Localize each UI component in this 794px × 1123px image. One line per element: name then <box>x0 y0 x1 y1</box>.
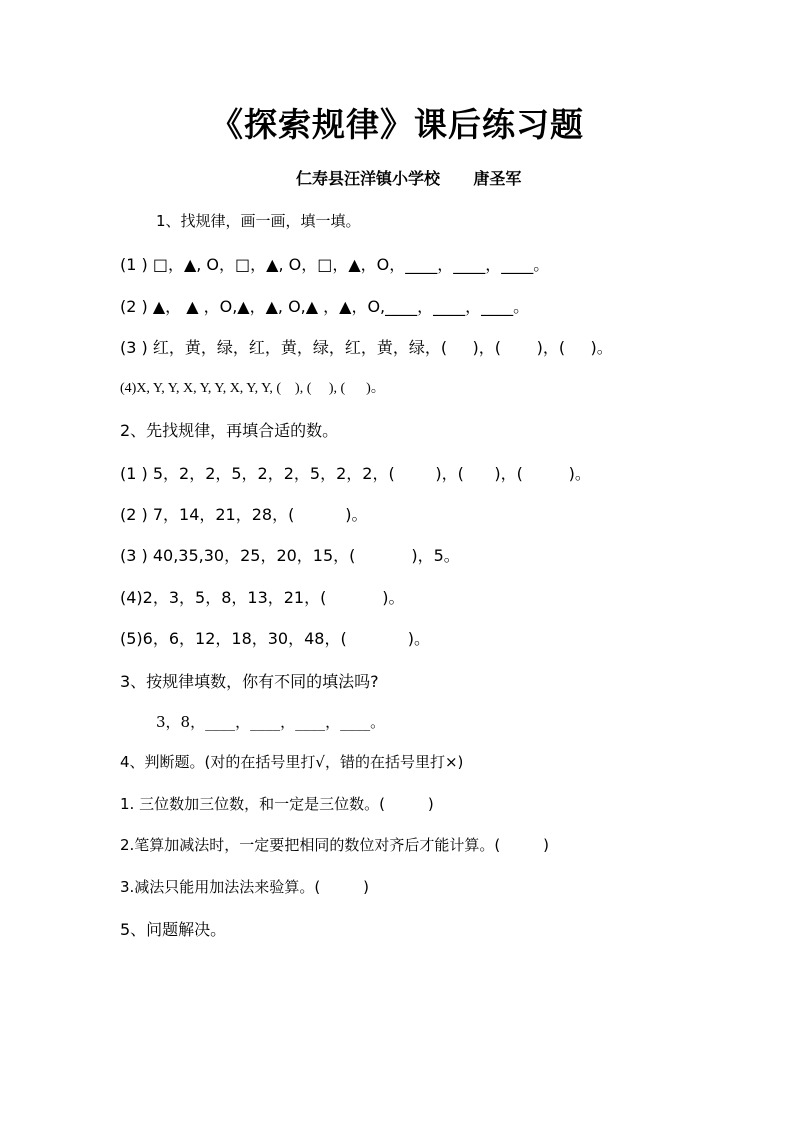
section4-heading: 4、判断题。(对的在括号里打√，错的在括号里打×) <box>120 753 464 771</box>
section4-item-1: 1. 三位数加三位数，和一定是三位数。( ) <box>120 795 434 813</box>
section3-sequence: 3，8，____，____，____，____。 <box>156 713 386 731</box>
section1-item-4: (4)X, Y, Y, X, Y, Y, X, Y, Y, ( ), ( ), ( )。 <box>120 381 385 396</box>
section4-item-2: 2.笔算加减法时，一定要把相同的数位对齐后才能计算。( ) <box>120 836 549 854</box>
section2-item-2: (2 ) 7，14，21，28，( )。 <box>120 505 368 524</box>
author-line: 仁寿县汪洋镇小学校 唐圣军 <box>296 169 522 188</box>
section4-item-3: 3.减法只能用加法法来验算。( ) <box>120 878 369 896</box>
section5-heading: 5、问题解决。 <box>120 920 227 939</box>
page-title: 《探索规律》课后练习题 <box>210 105 584 144</box>
section3-heading: 3、按规律填数，你有不同的填法吗? <box>120 672 379 691</box>
section2-item-1: (1 ) 5，2，2，5，2，2，5，2，2，( )，( )，( )。 <box>120 464 591 483</box>
section1-item-3: (3 ) 红，黄，绿，红，黄，绿，红，黄，绿，( )，( )，( )。 <box>120 338 613 357</box>
section2-item-4: (4)2，3，5，8，13，21，( )。 <box>120 588 405 607</box>
section1-heading: 1、找规律，画一画，填一填。 <box>156 212 361 230</box>
section2-item-5: (5)6，6，12，18，30，48，( )。 <box>120 629 430 648</box>
section2-item-3: (3 ) 40,35,30，25，20，15，( )，5。 <box>120 546 460 565</box>
section1-item-1: (1 ) □，▲, O，□，▲, O，□，▲，O，____，____，____。 <box>120 255 550 274</box>
section1-item-2: (2 ) ▲， ▲ ，O,▲，▲, O,▲ ，▲，O,____，____，____。 <box>120 297 530 316</box>
section2-heading: 2、先找规律，再填合适的数。 <box>120 421 339 440</box>
